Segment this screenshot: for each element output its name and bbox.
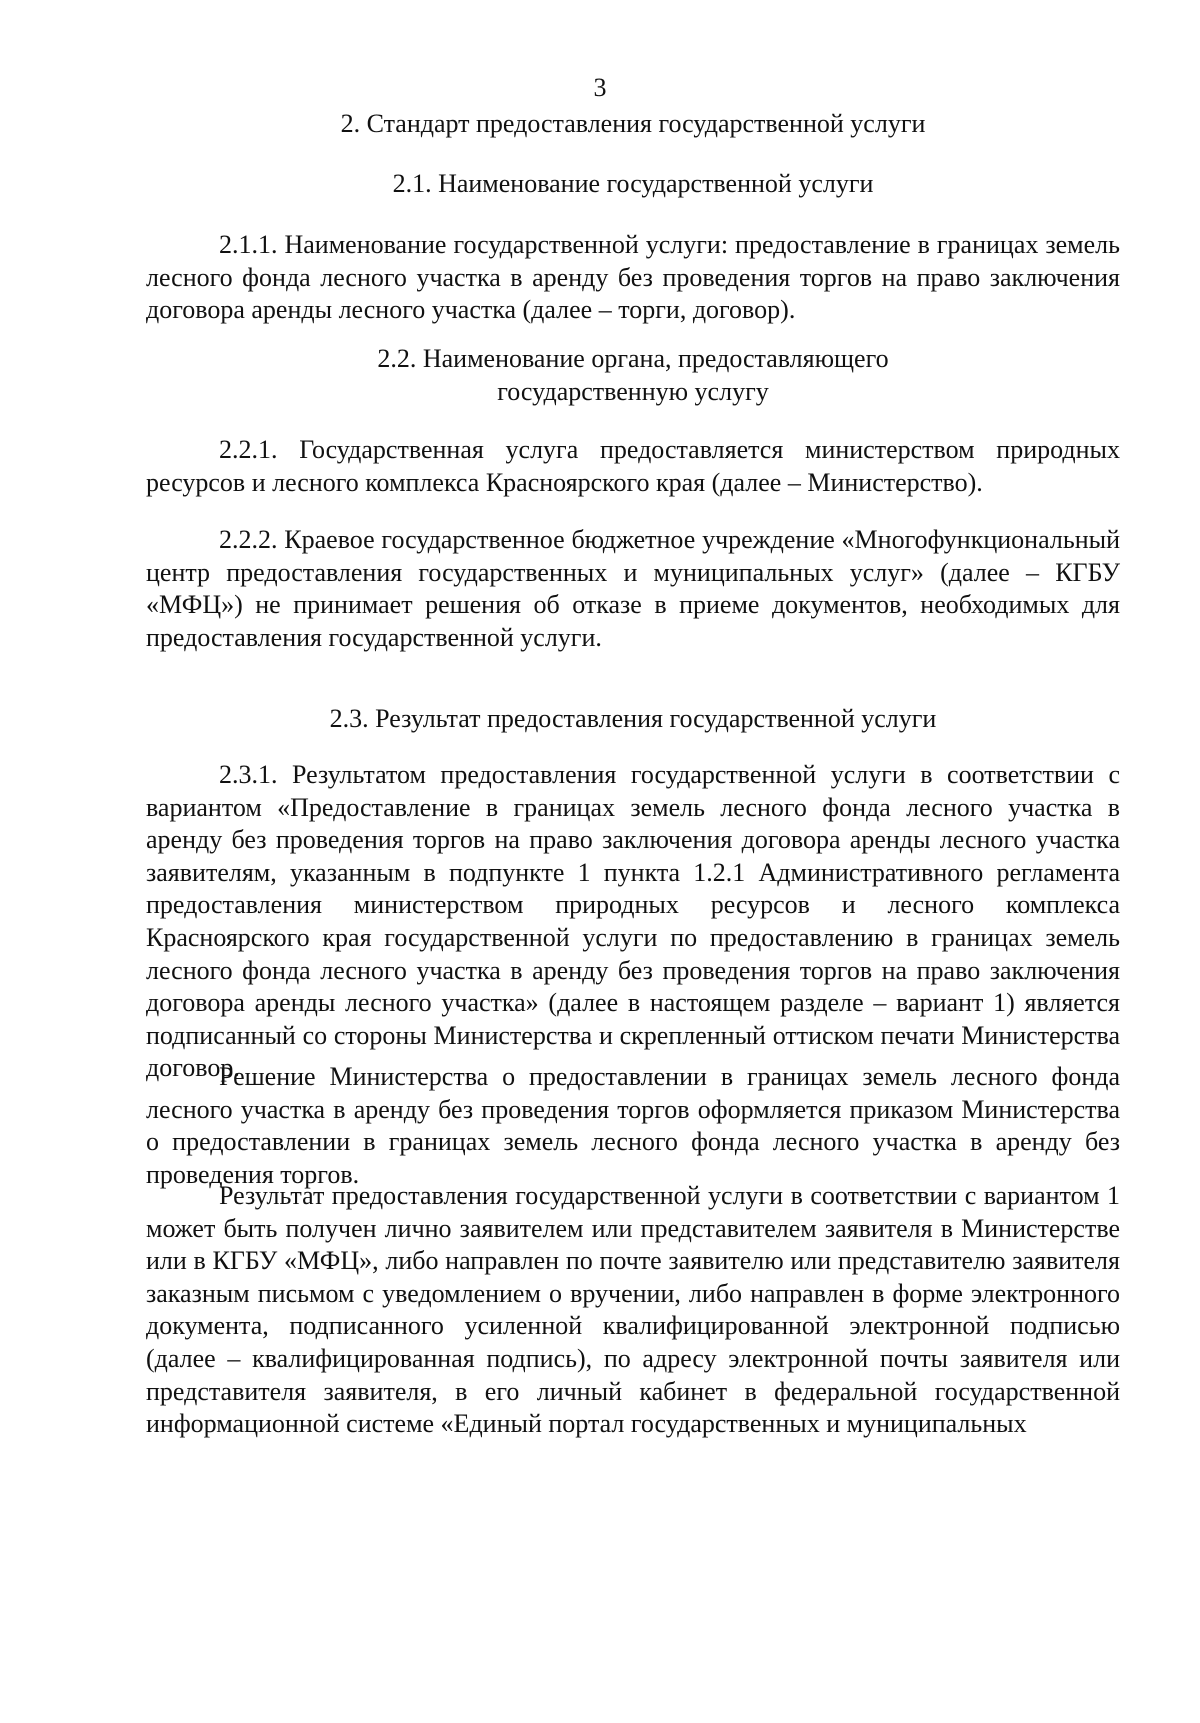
subsection-2-3-title: 2.3. Результат предоставления государственной услуги bbox=[329, 704, 937, 733]
subsection-2-1-title: 2.1. Наименование государственной услуги bbox=[392, 169, 874, 198]
subsection-2-2-title-line2: государственную услугу bbox=[497, 376, 769, 406]
paragraph-2-3-1: 2.3.1. Результатом предоставления государственной услуги в соответствии с вариантом «Предоставление в границах земель лесного фонда лесного участка в аренду без проведения торгов на право заключения договора аренды лесного участка заявителям, указанным в подпункте 1 пункта 1.2.1 Административного регламента предоставления министерством природных ресурсов и лесного комплекса Красноярского края государственной услуги по предоставлению в границах земель лесного фонда лесного участка в аренду без проведения торгов на право заключения договора аренды лесного участка» (далее в настоящем разделе – вариант 1) является подписанный со стороны Министерства и скрепленный оттиском печати Министерства договор. bbox=[146, 760, 1120, 1083]
paragraph-result: Результат предоставления государственной услуги в соответствии с вариантом 1 может быть получен лично заявителем или представителем заявителя в Министерстве или в КГБУ «МФЦ», либо направлен по почте заявителю или представителю заявителя заказным письмом с уведомлением о вручении, либо направлен в форме электронного документа, подписанного усиленной квалифицированной электронной подписью (далее – квалифицированная подпись), по адресу электронной почты заявителя или представителя заявителя, в его личный кабинет в федеральной государственной информационной системе «Единый портал государственных и муниципальных bbox=[146, 1181, 1120, 1439]
paragraph-2-2-2: 2.2.2. Краевое государственное бюджетное учреждение «Многофункциональный центр предоставления государственных и муниципальных услуг» (далее – КГБУ «МФЦ») не принимает решения об отказе в приеме документов, необходимых для предоставления государственной услуги. bbox=[146, 525, 1120, 652]
paragraph-2-1-1: 2.1.1. Наименование государственной услуги: предоставление в границах земель лесного фонда лесного участка в аренду без проведения торгов на право заключения договора аренды лесного участка (далее – торги, договор). bbox=[146, 230, 1120, 325]
subsection-2-2-title-line1: 2.2. Наименование органа, предоставляющего bbox=[377, 344, 889, 373]
section-title: 2. Стандарт предоставления государственной услуги bbox=[340, 109, 926, 138]
paragraph-decision: Решение Министерства о предоставлении в границах земель лесного фонда лесного участка в аренду без проведения торгов оформляется приказом Министерства о предоставлении в границах земель лесного фонда лесного участка в аренду без проведения торгов. bbox=[146, 1062, 1120, 1189]
subsection-2-2-title bbox=[146, 343, 1120, 408]
paragraph-2-2-1: 2.2.1. Государственная услуга предоставляется министерством природных ресурсов и лесного комплекса Красноярского края (далее – Министерство). bbox=[146, 435, 1120, 497]
page-number: 3 bbox=[593, 73, 607, 102]
